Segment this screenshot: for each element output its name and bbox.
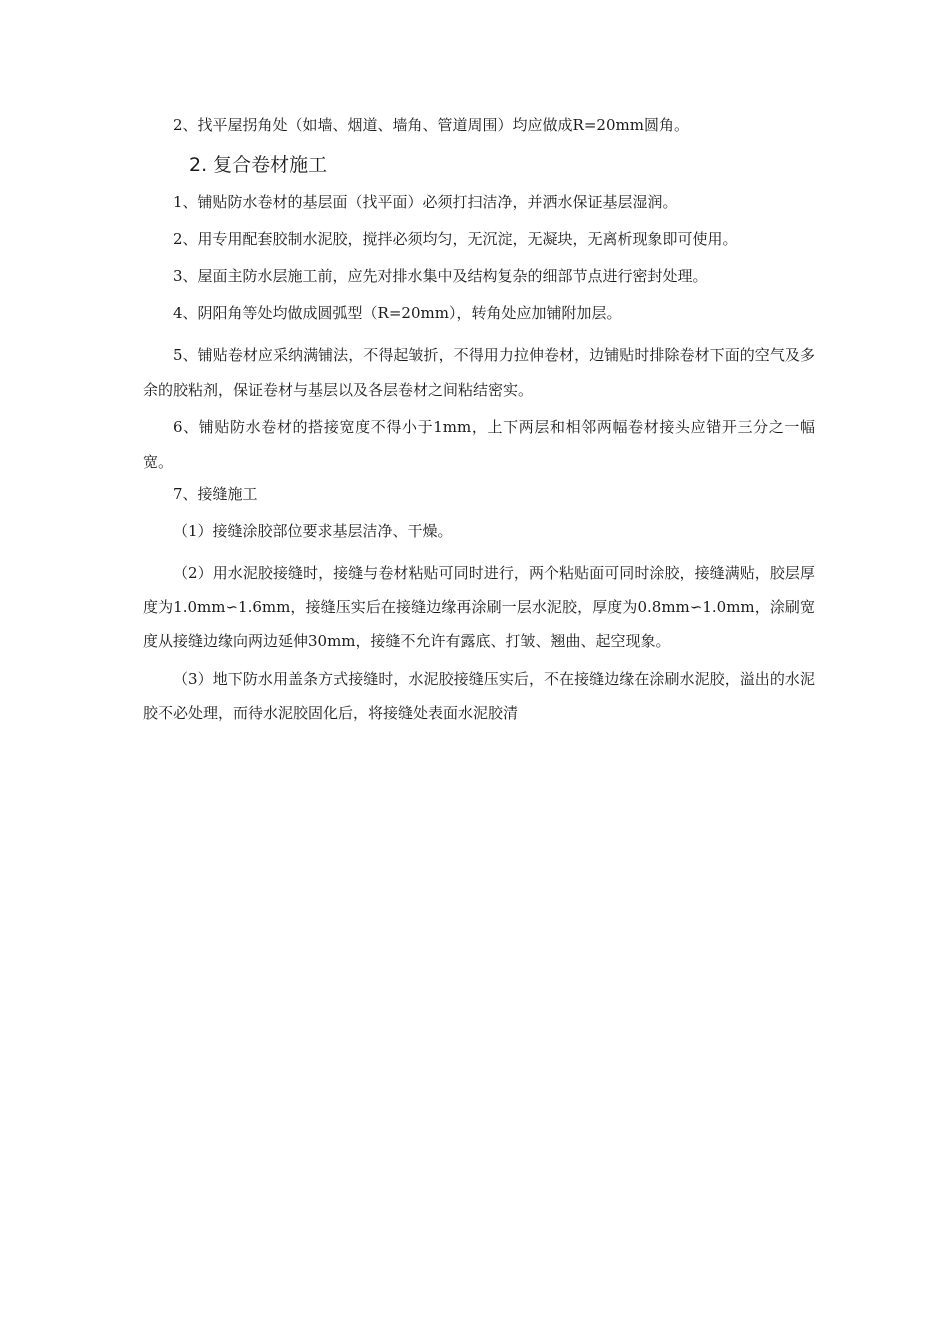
paragraph-step-6: 6、铺贴防水卷材的搭接宽度不得小于1mm，上下两层和相邻两幅卷材接头应错开三分之一幅宽。: [143, 418, 815, 471]
paragraph-seam-1: （1）接缝涂胶部位要求基层洁净、干燥。: [173, 522, 453, 540]
section-heading-composite-membrane: 2. 复合卷材施工: [189, 154, 328, 176]
paragraph-step-5: 5、铺贴卷材应采纳满铺法，不得起皱折，不得用力拉伸卷材，边铺贴时排除卷材下面的空气及多余的胶粘剂，保证卷材与基层以及各层卷材之间粘结密实。: [143, 346, 815, 399]
paragraph-step-1: 1、铺贴防水卷材的基层面（找平面）必须打扫洁净，并洒水保证基层湿润。: [173, 193, 678, 211]
paragraph-seam-3: （3）地下防水用盖条方式接缝时，水泥胶接缝压实后，不在接缝边缘在涂刷水泥胶，溢出的水泥胶不必处理，而待水泥胶固化后，将接缝处表面水泥胶清: [143, 670, 815, 722]
paragraph-step-3: 3、屋面主防水层施工前，应先对排水集中及结构复杂的细部节点进行密封处理。: [173, 267, 708, 285]
paragraph-step-4: 4、阴阳角等处均做成圆弧型（R=20mm），转角处应加铺附加层。: [173, 304, 622, 322]
paragraph-step-7-title: 7、接缝施工: [173, 485, 258, 503]
paragraph-leveling-corners: 2、找平屋拐角处（如墙、烟道、墙角、管道周围）均应做成R=20mm圆角。: [173, 116, 689, 134]
paragraph-seam-2: （2）用水泥胶接缝时，接缝与卷材粘贴可同时进行，两个粘贴面可同时涂胶，接缝满贴，胶层厚度为1.0mm∽1.6mm，接缝压实后在接缝边缘再涂刷一层水泥胶，厚度为0.8mm∽1.0mm，涂刷宽度从接缝边缘向两边延伸30mm，接缝不允许有露底、打皱、翘曲、起空现象。: [143, 564, 815, 650]
paragraph-step-2: 2、用专用配套胶制水泥胶，搅拌必须均匀，无沉淀，无凝块，无离析现象即可使用。: [173, 230, 738, 248]
document-body: [143, 113, 815, 734]
